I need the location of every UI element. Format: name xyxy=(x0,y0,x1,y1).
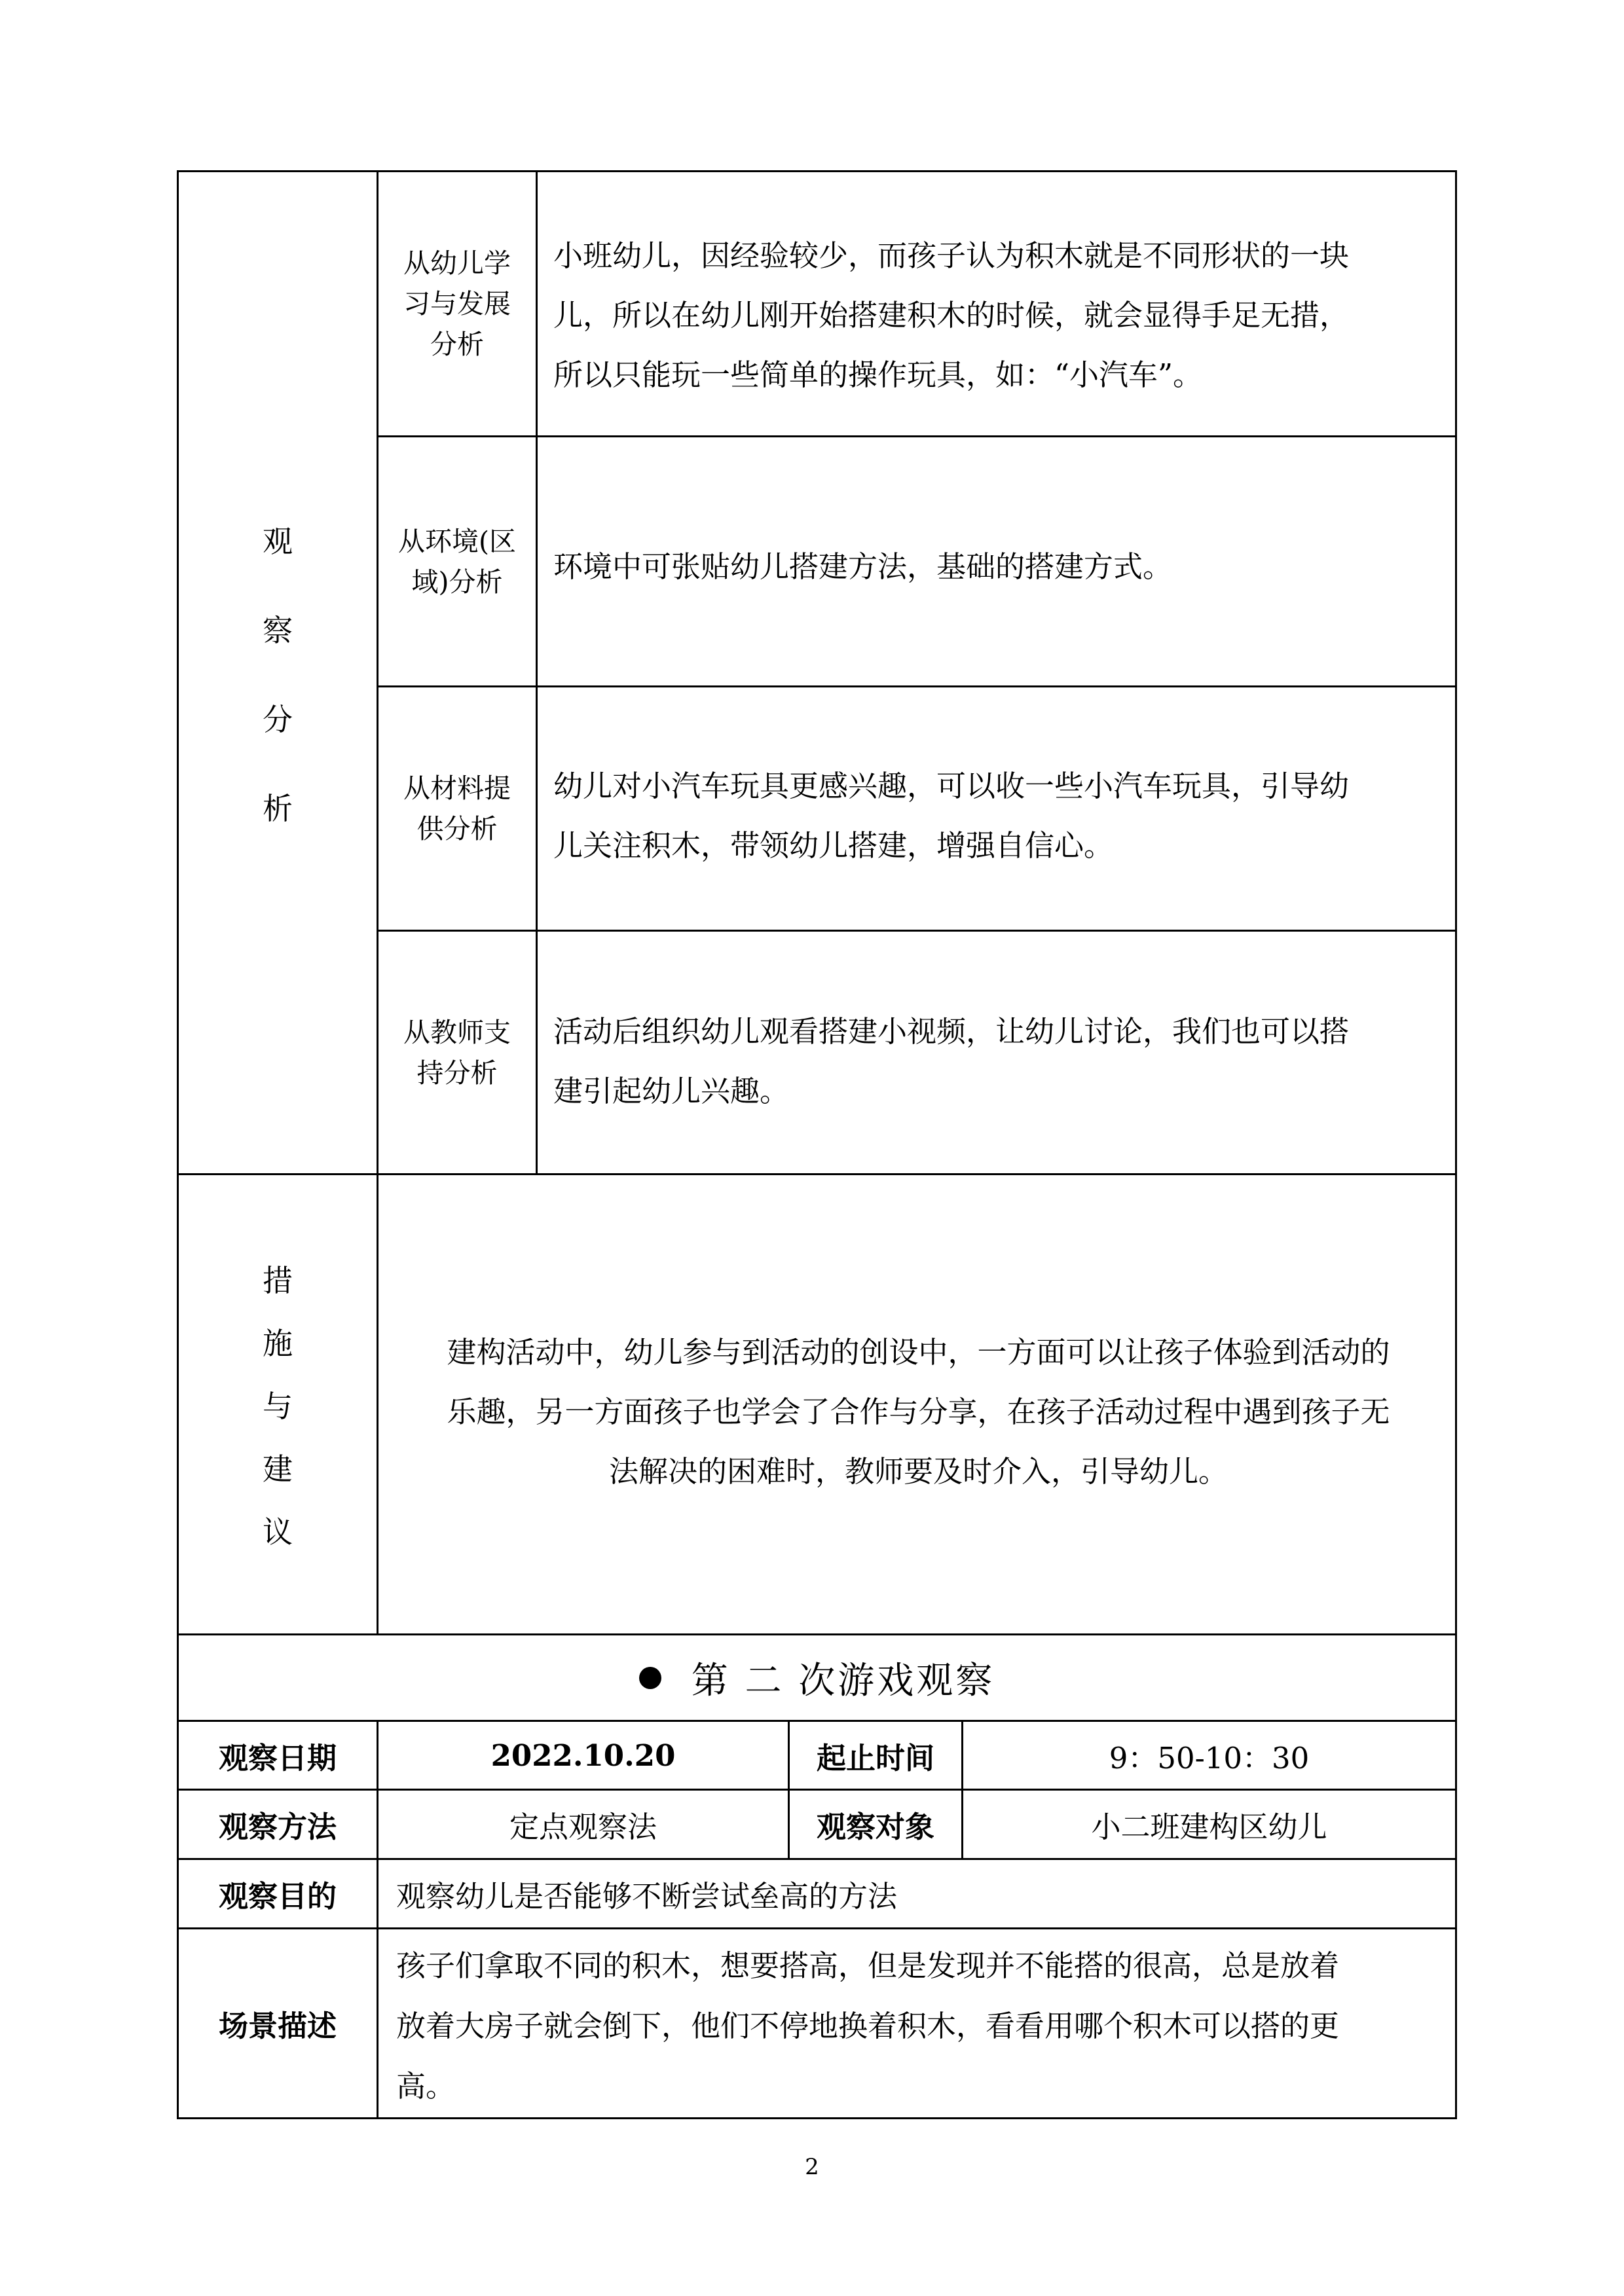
measures-text: 建构活动中，幼儿参与到活动的创设中，一方面可以让孩子体验到活动的 乐趣，另一方面孩子也学会了合作与分享，在孩子活动过程中遇到孩子无 法解决的困难时，教师要及时介入，引导幼儿。 xyxy=(447,1335,1390,1489)
page-number: 2 xyxy=(805,2154,819,2180)
table-line xyxy=(177,2117,1457,2119)
analysis-row-label: 从环境(区 域)分析 xyxy=(398,525,516,598)
time-label: 起止时间 xyxy=(816,1740,934,1776)
label-char: 建 xyxy=(263,1451,293,1487)
date-label: 观察日期 xyxy=(218,1740,337,1776)
label-char: 施 xyxy=(263,1326,293,1361)
method-label: 观察方法 xyxy=(218,1810,337,1844)
label-char: 观 xyxy=(263,523,293,559)
analysis-row-label: 从幼儿学 习与发展 分析 xyxy=(403,247,511,360)
label-char: 措 xyxy=(263,1263,293,1298)
label-char: 析 xyxy=(263,790,293,826)
table-line xyxy=(377,435,1457,437)
table-line xyxy=(377,685,1457,687)
analysis-row-text: 幼儿对小汽车玩具更感兴趣，可以收一些小汽车玩具，引导幼 儿关注积木，带领幼儿搭建，增强自信心。 xyxy=(553,769,1350,863)
scene-label: 场景描述 xyxy=(218,2009,337,2043)
date-value: 2022.10.20 xyxy=(490,1738,676,1773)
target-label: 观察对象 xyxy=(816,1810,934,1844)
second-observation-title: 第 二 次游戏观察 xyxy=(179,1635,1455,1720)
target-value: 小二班建构区幼儿 xyxy=(1091,1810,1327,1844)
label-char: 与 xyxy=(263,1389,293,1424)
purpose-value: 观察幼儿是否能够不断尝试垒高的方法 xyxy=(396,1879,898,1914)
table-line xyxy=(536,170,538,1175)
method-value: 定点观察法 xyxy=(509,1810,657,1844)
bullet-icon xyxy=(639,1667,661,1689)
analysis-row-label: 从教师支 持分析 xyxy=(403,1016,511,1089)
purpose-label: 观察目的 xyxy=(218,1879,337,1914)
analysis-row-text: 小班幼儿，因经验较少，而孩子认为积木就是不同形状的一块 儿，所以在幼儿刚开始搭建积木的时候，就会显得手足无措， 所以只能玩一些简单的操作玩具，如：“小汽车”。 xyxy=(553,238,1350,392)
label-char: 议 xyxy=(263,1514,293,1550)
analysis-row-label: 从材料提 供分析 xyxy=(403,773,511,845)
analysis-row-text: 环境中可张贴幼儿搭建方法，基础的搭建方式。 xyxy=(553,549,1173,584)
label-char: 察 xyxy=(263,612,293,648)
analysis-row-text: 活动后组织幼儿观看搭建小视频，让幼儿讨论，我们也可以搭 建引起幼儿兴趣。 xyxy=(553,1014,1350,1108)
label-char: 分 xyxy=(263,701,293,737)
table-line xyxy=(377,930,1457,932)
analysis-section-label xyxy=(179,172,377,1173)
scene-text: 孩子们拿取不同的积木，想要搭高，但是发现并不能搭的很高，总是放着 放着大房子就会倒下，他们不停地换着积木，看看用哪个积木可以搭的更 高。 xyxy=(396,1948,1340,2104)
measures-section-label xyxy=(179,1175,377,1633)
table-line xyxy=(1455,170,1457,2119)
time-value: 9：50-10：30 xyxy=(1109,1740,1310,1776)
